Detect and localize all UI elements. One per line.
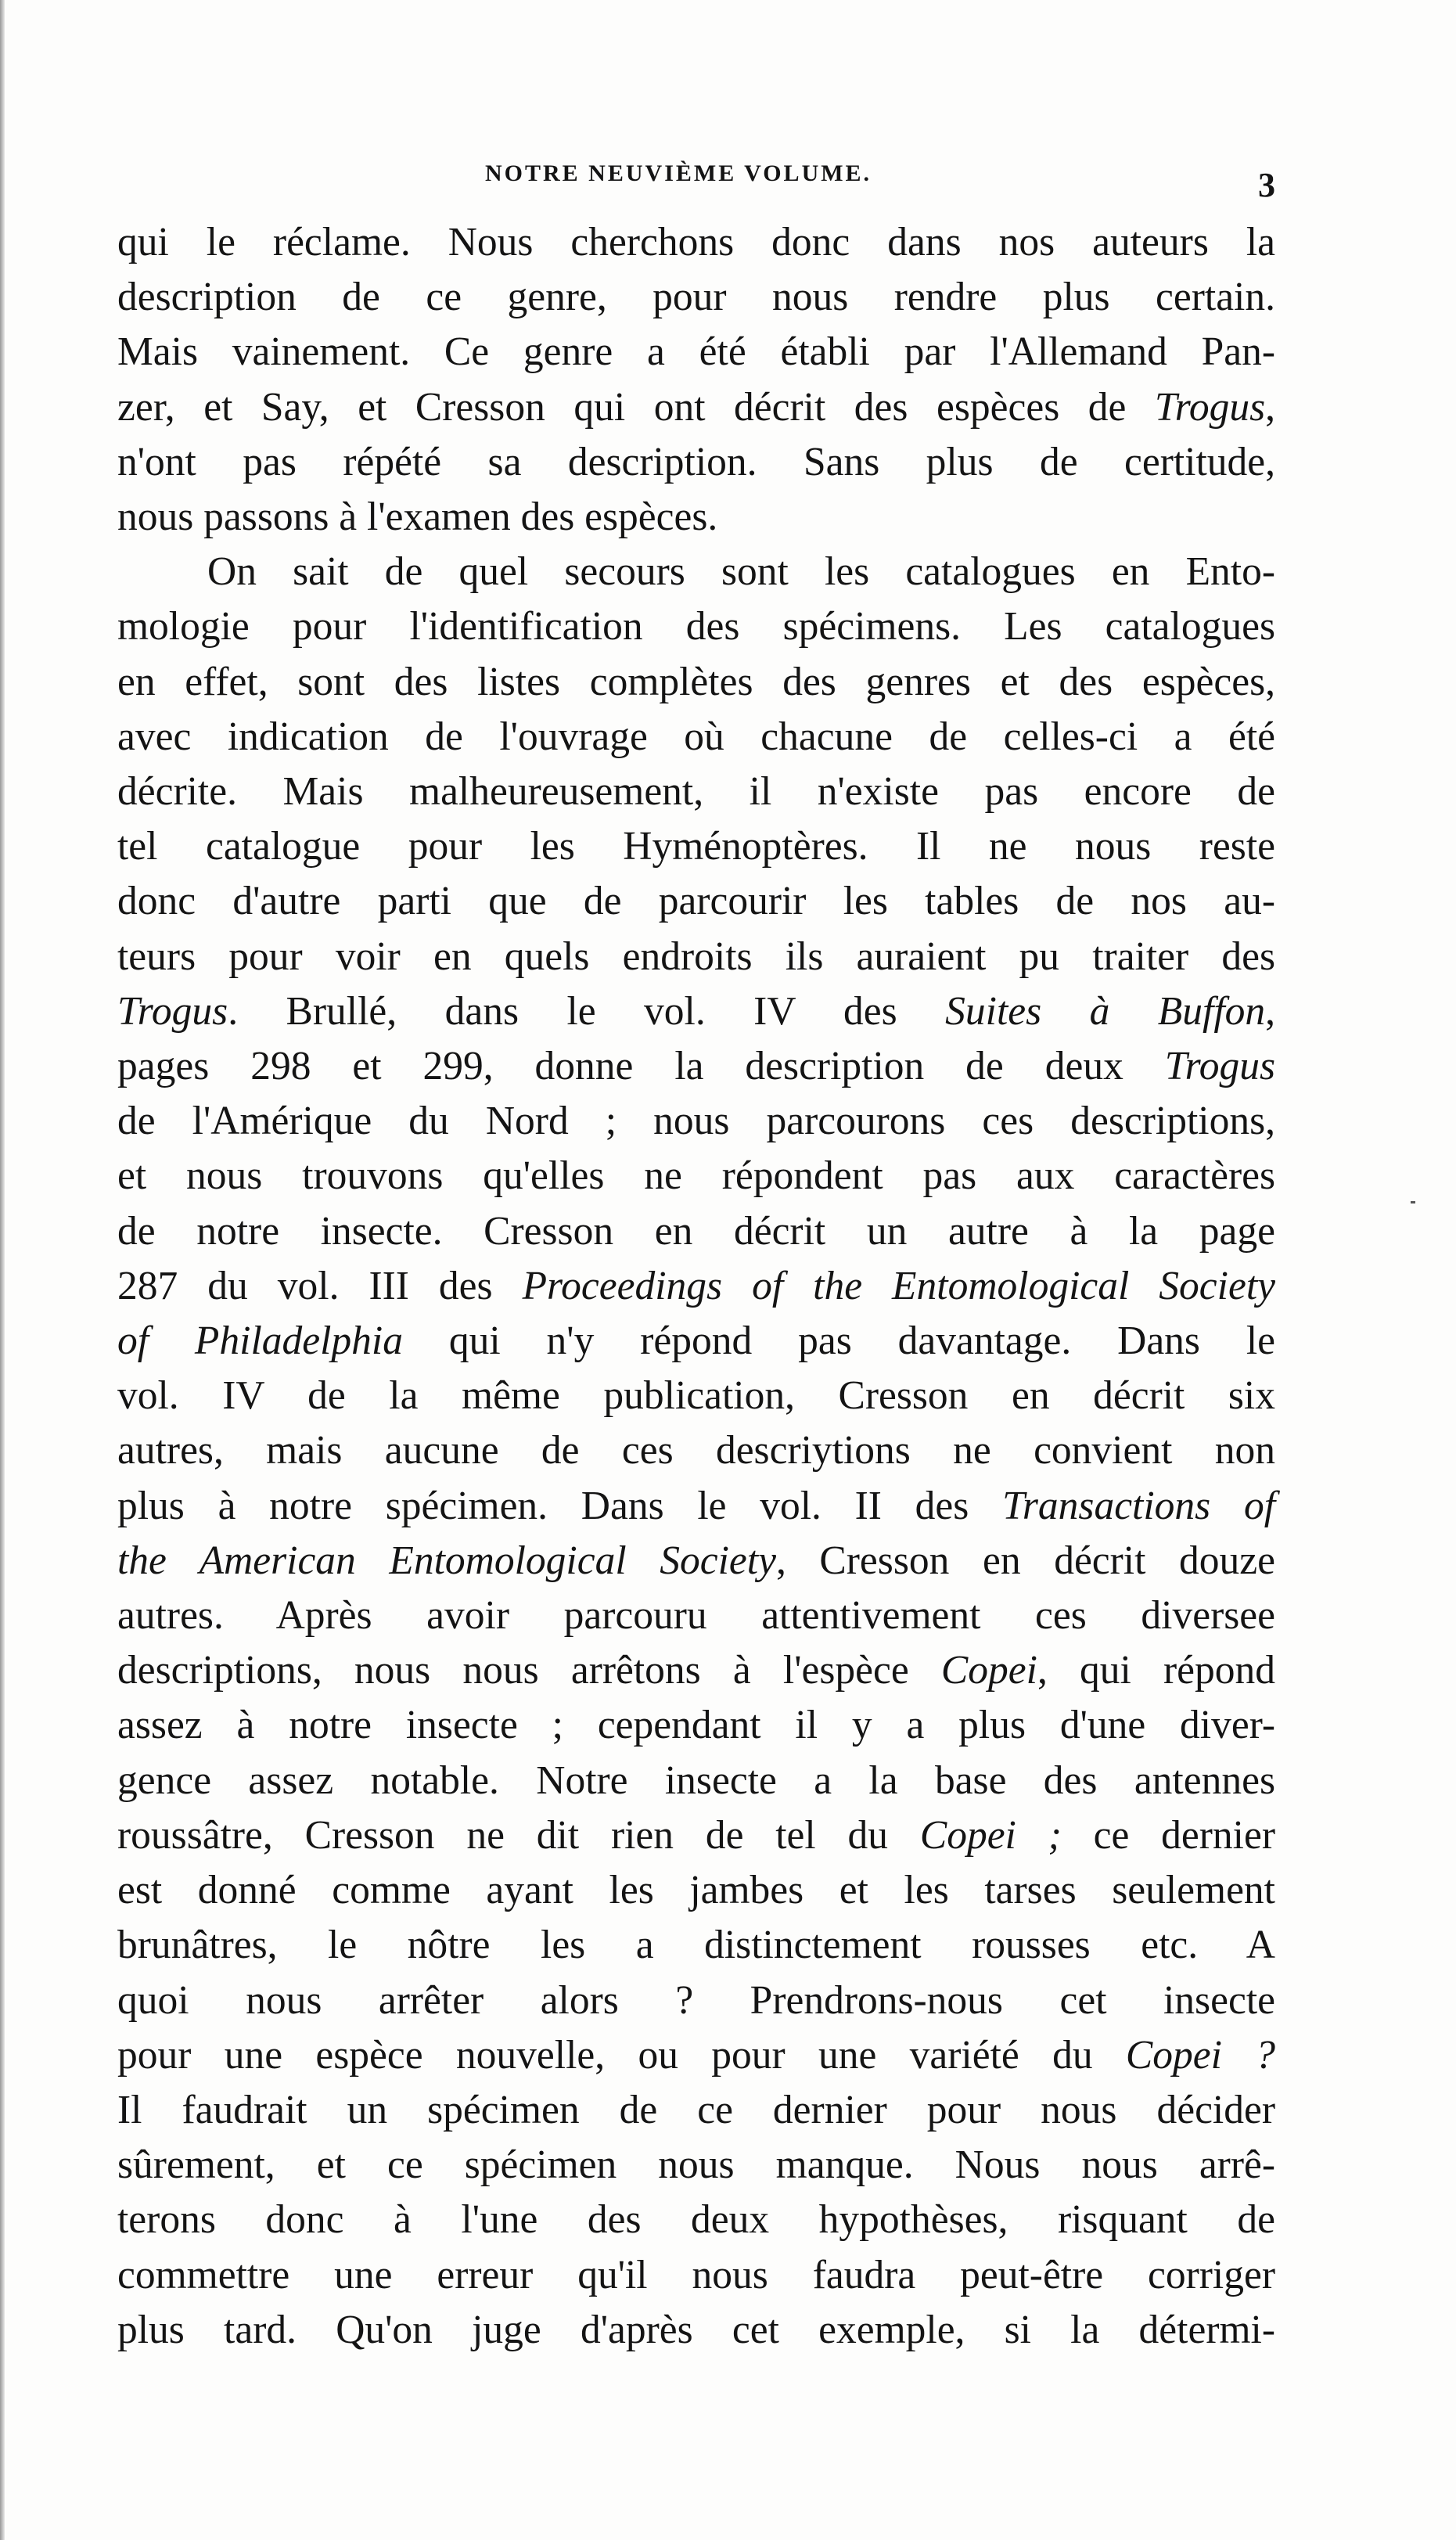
italic-run: the American Entomological Society [117, 1538, 776, 1583]
text-run: , [1265, 988, 1275, 1034]
text-run: pages 298 et 299, donne la description de deux [117, 1044, 1165, 1089]
italic-run: Copei ; [919, 1812, 1062, 1858]
text-run: qui le réclame. Nous cherchons donc dans nos auteurs la [117, 220, 1275, 264]
text-run: et nous trouvons qu'elles ne répondent pas aux caractères [117, 1153, 1275, 1199]
text-run: 287 du vol. III des [117, 1263, 523, 1308]
text-line [117, 1534, 1275, 1588]
text-run: vol. IV de la même publication, Cresson en décrit six [117, 1373, 1275, 1419]
text-run: de notre insecte. Cresson en décrit un autre à la page [117, 1208, 1275, 1254]
text-run: , qui répond [1037, 1648, 1275, 1693]
text-line [117, 1973, 1275, 2028]
text-line [117, 2138, 1275, 2193]
text-run: autres, mais aucune de ces descriytions ne convient non [117, 1428, 1275, 1473]
italic-run: Copei [940, 1648, 1037, 1693]
paragraph [117, 545, 1275, 2358]
text-line [117, 765, 1275, 819]
text-run: brunâtres, le nôtre les a distinctement rousses etc. A [117, 1923, 1275, 1968]
italic-run: Transactions of [1002, 1483, 1275, 1528]
text-run: assez à notre insecte ; cependant il y a plus d'une diver- [117, 1703, 1275, 1748]
text-line [117, 435, 1275, 490]
text-line [117, 1314, 1275, 1369]
text-run: décrite. Mais malheureusement, il n'existe pas encore de [117, 769, 1275, 815]
text-line [117, 1863, 1275, 1918]
text-run: donc d'autre parti que de parcourir les tables de nos au- [117, 879, 1275, 924]
text-run: en effet, sont des listes complètes des genres et des espèces, [117, 659, 1275, 704]
text-line [117, 1698, 1275, 1753]
text-run: mologie pour l'identification des spécimens. Les catalogues [117, 604, 1275, 649]
text-run: teurs pour voir en quels endroits ils auraient pu traiter des [117, 934, 1275, 979]
text-line [117, 1808, 1275, 1863]
text-line [117, 490, 1275, 545]
body-text [117, 215, 1275, 2358]
page-number: 3 [1258, 166, 1275, 204]
text-run: autres. Après avoir parcouru attentivement ces diversee [117, 1593, 1275, 1639]
text-run: roussâtre, Cresson ne dit rien de tel du [117, 1812, 920, 1858]
margin-speck [1411, 1201, 1415, 1203]
italic-run: of Philadelphia [117, 1319, 403, 1364]
text-line [117, 1204, 1275, 1259]
text-line [117, 215, 1275, 270]
text-line [117, 545, 1275, 599]
text-run: plus tard. Qu'on juge d'après cet exemple, si la détermi- [117, 2307, 1275, 2352]
running-title: NOTRE NEUVIÈME VOLUME. [485, 160, 872, 186]
text-line [117, 1094, 1275, 1149]
text-run: commettre une erreur qu'il nous faudra peut-être corriger [117, 2252, 1275, 2297]
text-line [117, 380, 1275, 435]
text-run: zer, et Say, et Cresson qui ont décrit des espèces de [117, 384, 1155, 430]
text-line [117, 270, 1275, 325]
text-run: Mais vainement. Ce genre a été établi par l'Allemand Pan- [117, 329, 1275, 375]
text-run: On sait de quel secours sont les catalogues en Ento- [207, 549, 1275, 595]
text-line [117, 1918, 1275, 1973]
italic-run: Trogus [1154, 384, 1266, 430]
text-line [117, 1754, 1275, 1808]
text-run: pour une espèce nouvelle, ou pour une variété du [117, 2032, 1126, 2078]
text-run: Il faudrait un spécimen de ce dernier pour nous décider [117, 2087, 1275, 2132]
text-line [117, 930, 1275, 984]
italic-run: Trogus [117, 988, 228, 1034]
text-line [117, 325, 1275, 380]
text-run: quoi nous arrêter alors ? Prendrons-nous cet insecte [117, 1977, 1275, 2023]
text-line [117, 2028, 1275, 2083]
text-run: , [1265, 384, 1275, 430]
italic-run: Proceedings of the Entomological Society [522, 1263, 1275, 1308]
text-line [117, 2193, 1275, 2247]
text-run: ce dernier [1061, 1812, 1275, 1858]
text-line [117, 1149, 1275, 1203]
text-run: gence assez notable. Notre insecte a la base des antennes [117, 1757, 1275, 1803]
text-line [117, 599, 1275, 654]
italic-run: Suites à Buffon [945, 988, 1266, 1034]
text-line [117, 984, 1275, 1039]
text-line [117, 1369, 1275, 1423]
text-line [117, 2303, 1275, 2358]
italic-run: Trogus [1164, 1044, 1275, 1089]
text-run: terons donc à l'une des deux hypothèses, risquant de [117, 2197, 1275, 2243]
text-run: est donné comme ayant les jambes et les tarses seulement [117, 1868, 1275, 1913]
text-run: qui n'y répond pas davantage. Dans le [403, 1319, 1276, 1364]
text-run: description de ce genre, pour nous rendre plus certain. [117, 275, 1275, 320]
binding-edge [0, 0, 5, 2540]
running-header [117, 160, 1275, 207]
text-line [117, 1423, 1275, 1478]
text-line [117, 1588, 1275, 1643]
text-line [117, 655, 1275, 710]
text-line [117, 1039, 1275, 1094]
text-run: n'ont pas répété sa description. Sans plus de certitude, [117, 439, 1275, 484]
text-line [117, 819, 1275, 874]
text-line [117, 2248, 1275, 2303]
text-run: de l'Amérique du Nord ; nous parcourons ces descriptions, [117, 1099, 1275, 1144]
text-line [117, 1643, 1275, 1698]
paragraph [117, 215, 1275, 545]
text-run: tel catalogue pour les Hyménoptères. Il ne nous reste [117, 824, 1275, 869]
text-run: sûrement, et ce spécimen nous manque. Nous nous arrê- [117, 2142, 1275, 2188]
text-line [117, 1259, 1275, 1314]
text-run: . Brullé, dans le vol. IV des [228, 988, 946, 1034]
text-line [117, 710, 1275, 765]
text-run: avec indication de l'ouvrage où chacune de celles-ci a été [117, 714, 1275, 759]
text-run: descriptions, nous nous arrêtons à l'espèce [117, 1648, 941, 1693]
italic-run: Copei ? [1125, 2032, 1275, 2078]
text-run: nous passons à l'examen des espèces. [117, 495, 718, 540]
text-line [117, 1479, 1275, 1534]
text-run: , Cresson en décrit douze [775, 1538, 1275, 1583]
text-run: plus à notre spécimen. Dans le vol. II des [117, 1483, 1003, 1528]
text-line [117, 2083, 1275, 2138]
text-line [117, 874, 1275, 929]
